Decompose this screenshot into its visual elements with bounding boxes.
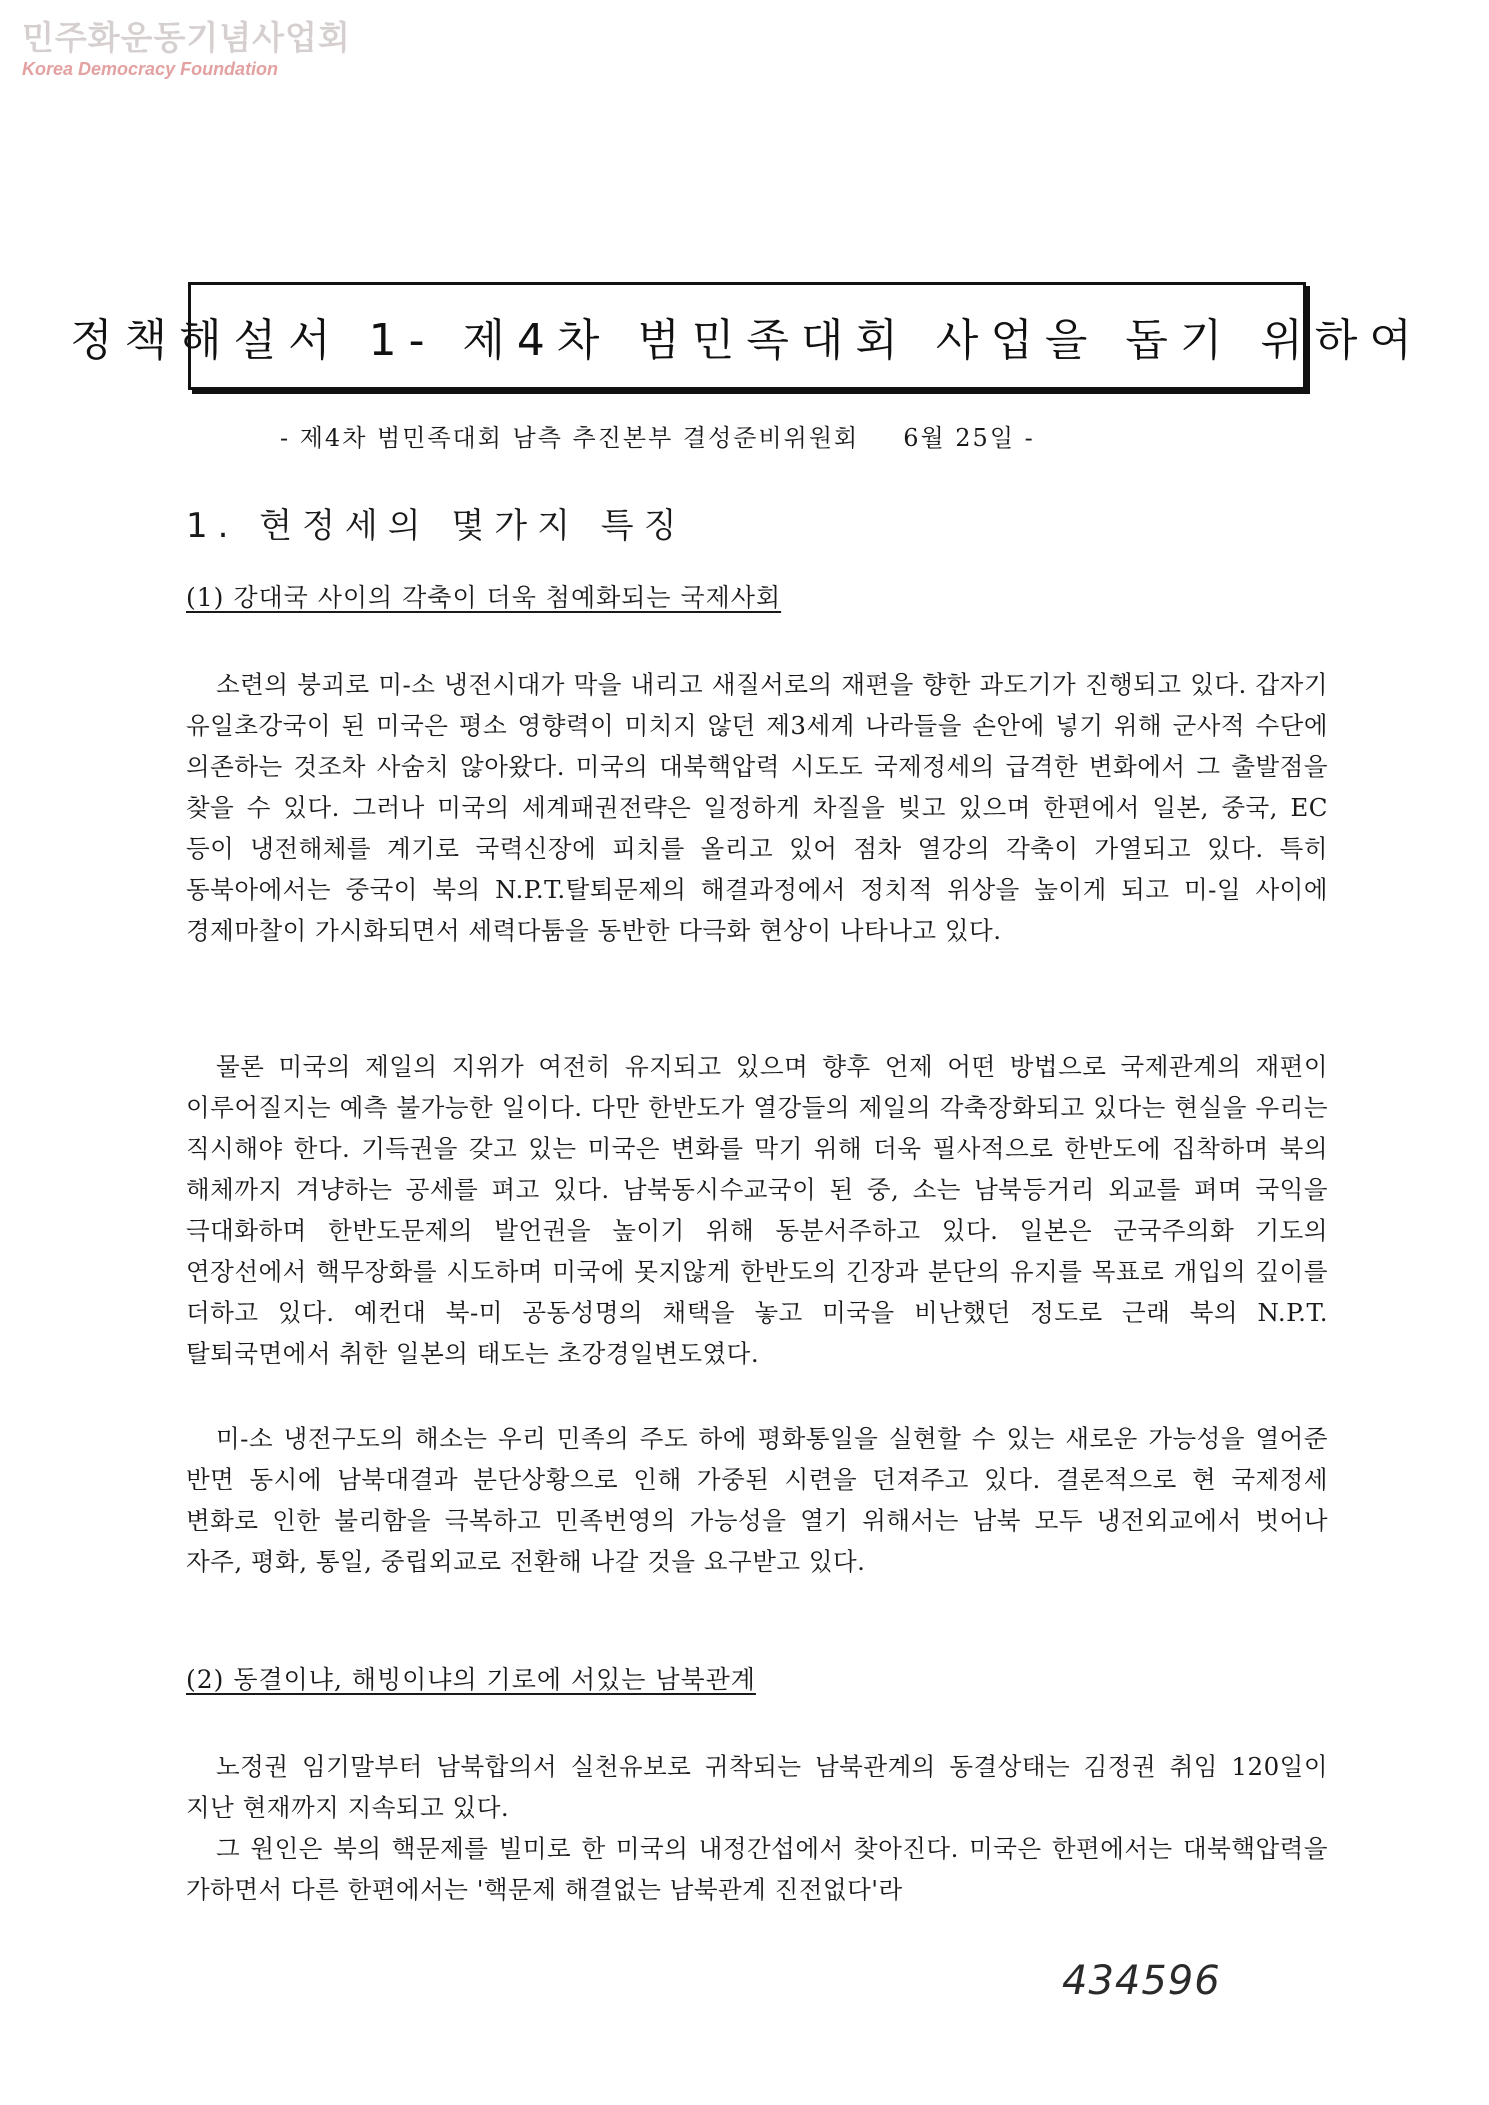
paragraph: 노정권 임기말부터 남북합의서 실천유보로 귀착되는 남북관계의 동결상태는 김정권 취임 120일이 지난 현재까지 지속되고 있다. [186,1752,1328,1822]
title-box [70,282,1424,390]
section-heading: 1. 현정세의 몇가지 특징 [186,506,687,546]
watermark-english: Korea Democracy Foundation [22,59,279,79]
paragraph: 미-소 냉전구도의 해소는 우리 민족의 주도 하에 평화통일을 실현할 수 있는 새로운 가능성을 열어준 반면 동시에 남북대결과 분단상황으로 인해 가중된 시련을 던져주고 있다. 결론적으로 현 국제정세 변화로 인한 불리함을 극복하고 민족번영의 가능성을 열기 위해서는 남북 모두 냉전외교에서 벗어나 자주, 평화, 통일, 중립외교로 전환해 나갈 것을 요구받고 있다. [186,1424,1328,1576]
paragraph: 물론 미국의 제일의 지위가 여전히 유지되고 있으며 향후 언제 어떤 방법으로 국제관계의 재편이 이루어질지는 예측 불가능한 일이다. 다만 한반도가 열강들의 제일의 각축장화되고 있다는 현실을 우리는 직시해야 한다. 기득권을 갖고 있는 미국은 변화를 막기 위해 더욱 필사적으로 한반도에 집착하며 북의 해체까지 겨냥하는 공세를 펴고 있다. 남북동시수교국이 된 중, 소는 남북등거리 외교를 펴며 국익을 극대화하며 한반도문제의 발언권을 높이기 위해 동분서주하고 있다. 일본은 군국주의화 기도의 연장선에서 핵무장화를 시도하며 미국에 못지않게 한반도의 긴장과 분단의 유지를 목표로 개입의 깊이를 더하고 있다. 예컨대 북-미 공동성명의 채택을 놓고 미국을 비난했던 정도로 근래 북의 N.P.T.탈퇴국면에서 취한 일본의 태도는 초강경일변도였다. [186,1052,1328,1368]
subtitle-date: 6월 25일 - [903,424,1035,452]
subsection-heading-1: (1) 강대국 사이의 각축이 더욱 첨예화되는 국제사회 [186,583,782,612]
watermark [22,18,351,80]
subsection-heading-2: (2) 동결이냐, 해빙이냐의 기로에 서있는 남북관계 [186,1665,756,1694]
watermark-korean: 민주화운동기념사업회 [22,18,351,57]
paragraph: 그 원인은 북의 핵문제를 빌미로 한 미국의 내정간섭에서 찾아진다. 미국은 한편에서는 대북핵압력을 가하면서 다른 한편에서는 '핵문제 해결없는 남북관계 진전없다'라 [186,1834,1328,1904]
subtitle-organization: - 제4차 범민족대회 남측 추진본부 결성준비위원회 [280,424,860,452]
paragraph: 소련의 붕괴로 미-소 냉전시대가 막을 내리고 새질서로의 재편을 향한 과도기가 진행되고 있다. 갑자기 유일초강국이 된 미국은 평소 영향력이 미치지 않던 제3세계 나라들을 손안에 넣기 위해 군사적 수단에 의존하는 것조차 사숨치 않아왔다. 미국의 대북핵압력 시도도 국제정세의 급격한 변화에서 그 출발점을 찾을 수 있다. 그러나 미국의 세계패권전략은 일정하게 차질을 빚고 있으며 한편에서 일본, 중국, EC 등이 냉전해체를 계기로 국력신장에 피치를 올리고 있어 점차 열강의 각축이 가열되고 있다. 특히 동북아에서는 중국이 북의 N.P.T.탈퇴문제의 해결과정에서 정치적 위상을 높이게 되고 미-일 사이에 경제마찰이 가시화되면서 세력다툼을 동반한 다극화 현상이 나타나고 있다. [186,670,1328,945]
handwritten-number: 434596 [1062,1958,1221,2004]
document-title: 정책해설서 1- 제4차 범민족대회 사업을 돕기 위하여 [70,315,1424,366]
document-subtitle [280,418,1035,453]
